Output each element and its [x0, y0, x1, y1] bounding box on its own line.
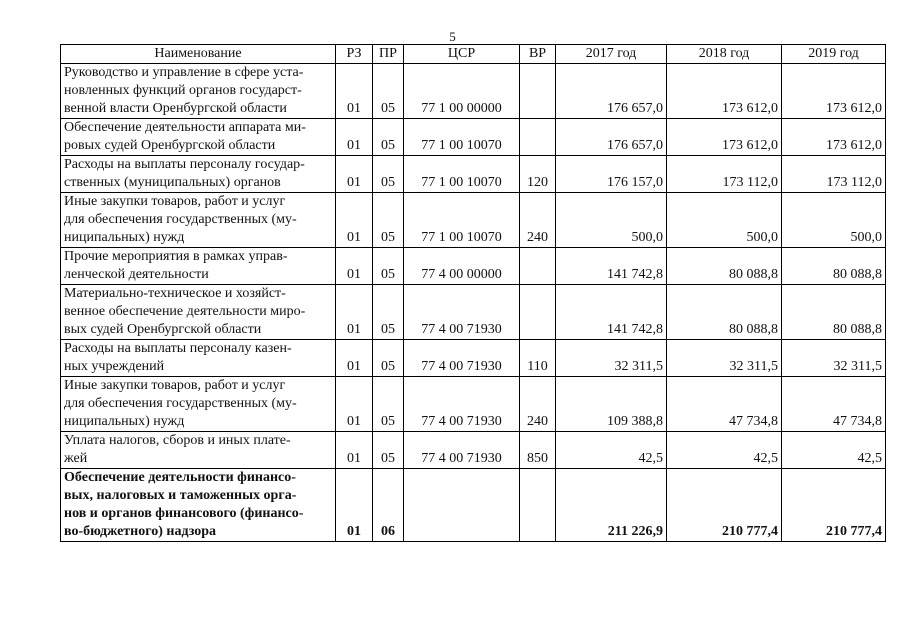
cell-y2018: 42,5: [667, 432, 782, 469]
table-row: [61, 64, 886, 119]
cell-rz: 01: [336, 432, 373, 469]
cell-vr: [520, 64, 556, 119]
cell-name-line: Обеспечение деятельности аппарата ми-: [64, 120, 306, 135]
cell-rz: 01: [336, 340, 373, 377]
cell-pr: 05: [373, 248, 404, 285]
cell-csr: 77 4 00 00000: [404, 248, 520, 285]
cell-rz: 01: [336, 119, 373, 156]
table-header-row: [61, 45, 886, 64]
header-csr: ЦСР: [404, 45, 520, 64]
header-2018: 2018 год: [667, 45, 782, 64]
cell-csr: 77 1 00 10070: [404, 119, 520, 156]
header-name: Наименование: [61, 45, 336, 64]
cell-y2019: 173 612,0: [782, 119, 886, 156]
cell-y2017: 141 742,8: [556, 285, 667, 340]
cell-vr: 110: [520, 340, 556, 377]
cell-rz: 01: [336, 248, 373, 285]
cell-y2018: 173 612,0: [667, 64, 782, 119]
cell-name-line: во-бюджетного) надзора: [64, 524, 217, 539]
cell-name-line: Материально-техническое и хозяйст-: [64, 286, 286, 301]
cell-name-line: Обеспечение деятельности финансо-: [64, 470, 296, 485]
cell-y2017: 141 742,8: [556, 248, 667, 285]
table-row: [61, 285, 886, 340]
cell-name: [61, 432, 336, 469]
cell-y2017: 176 657,0: [556, 64, 667, 119]
cell-y2019: 210 777,4: [782, 469, 886, 542]
cell-csr: 77 4 00 71930: [404, 340, 520, 377]
table-row: [61, 193, 886, 248]
cell-name-line: для обеспечения государственных (му-: [64, 212, 297, 227]
cell-csr: 77 4 00 71930: [404, 285, 520, 340]
cell-name-line: ровых судей Оренбургской области: [64, 138, 276, 153]
header-2019: 2019 год: [782, 45, 886, 64]
cell-name-line: ственных (муниципальных) органов: [64, 175, 281, 190]
cell-csr: 77 4 00 71930: [404, 377, 520, 432]
cell-rz: 01: [336, 377, 373, 432]
cell-csr: 77 1 00 10070: [404, 156, 520, 193]
table-row: [61, 156, 886, 193]
cell-y2019: 500,0: [782, 193, 886, 248]
cell-name-line: вых судей Оренбургской области: [64, 322, 262, 337]
cell-name-line: Прочие мероприятия в рамках управ-: [64, 249, 288, 264]
cell-name-line: Расходы на выплаты персоналу казен-: [64, 341, 292, 356]
cell-name: [61, 340, 336, 377]
cell-pr: 05: [373, 64, 404, 119]
cell-name: [61, 193, 336, 248]
cell-name: [61, 248, 336, 285]
cell-pr: 06: [373, 469, 404, 542]
cell-y2019: 173 612,0: [782, 64, 886, 119]
cell-rz: 01: [336, 469, 373, 542]
cell-name-line: венное обеспечение деятельности миро-: [64, 304, 306, 319]
cell-csr: [404, 469, 520, 542]
cell-y2018: 500,0: [667, 193, 782, 248]
cell-name-line: для обеспечения государственных (му-: [64, 396, 297, 411]
cell-name-line: ниципальных) нужд: [64, 230, 185, 245]
cell-vr: [520, 285, 556, 340]
cell-pr: 05: [373, 432, 404, 469]
cell-vr: [520, 248, 556, 285]
cell-name: [61, 64, 336, 119]
cell-csr: 77 1 00 10070: [404, 193, 520, 248]
cell-vr: 120: [520, 156, 556, 193]
page-number: 5: [449, 29, 456, 44]
cell-name-line: ниципальных) нужд: [64, 414, 185, 429]
cell-y2017: 42,5: [556, 432, 667, 469]
cell-y2019: 32 311,5: [782, 340, 886, 377]
header-2017: 2017 год: [556, 45, 667, 64]
cell-name-line: Расходы на выплаты персоналу государ-: [64, 157, 305, 172]
cell-name-line: вых, налоговых и таможенных орга-: [64, 488, 297, 503]
table-row: [61, 119, 886, 156]
cell-name-line: Иные закупки товаров, работ и услуг: [64, 194, 286, 209]
cell-rz: 01: [336, 285, 373, 340]
cell-y2017: 211 226,9: [556, 469, 667, 542]
table-row: [61, 469, 886, 542]
cell-pr: 05: [373, 377, 404, 432]
cell-y2018: 173 112,0: [667, 156, 782, 193]
cell-y2018: 210 777,4: [667, 469, 782, 542]
cell-csr: 77 4 00 71930: [404, 432, 520, 469]
cell-y2017: 109 388,8: [556, 377, 667, 432]
cell-y2019: 173 112,0: [782, 156, 886, 193]
budget-table: [60, 44, 886, 542]
cell-vr: 850: [520, 432, 556, 469]
cell-y2019: 42,5: [782, 432, 886, 469]
cell-pr: 05: [373, 193, 404, 248]
cell-name-line: венной власти Оренбургской области: [64, 101, 287, 116]
cell-name: [61, 119, 336, 156]
cell-y2018: 80 088,8: [667, 285, 782, 340]
cell-rz: 01: [336, 156, 373, 193]
cell-name-line: ленческой деятельности: [64, 267, 209, 282]
cell-name: [61, 377, 336, 432]
table-row: [61, 377, 886, 432]
cell-y2017: 176 157,0: [556, 156, 667, 193]
cell-name-line: жей: [64, 451, 88, 466]
cell-csr: 77 1 00 00000: [404, 64, 520, 119]
cell-rz: 01: [336, 193, 373, 248]
cell-vr: 240: [520, 377, 556, 432]
cell-vr: [520, 119, 556, 156]
cell-name-line: новленных функций органов государст-: [64, 83, 302, 98]
cell-name: [61, 285, 336, 340]
cell-y2017: 500,0: [556, 193, 667, 248]
cell-pr: 05: [373, 340, 404, 377]
table-row: [61, 248, 886, 285]
cell-y2018: 173 612,0: [667, 119, 782, 156]
cell-name-line: Уплата налогов, сборов и иных плате-: [64, 433, 291, 448]
table-row: [61, 340, 886, 377]
cell-pr: 05: [373, 119, 404, 156]
table-row: [61, 432, 886, 469]
cell-name-line: Иные закупки товаров, работ и услуг: [64, 378, 286, 393]
cell-y2018: 32 311,5: [667, 340, 782, 377]
cell-pr: 05: [373, 156, 404, 193]
header-vr: ВР: [520, 45, 556, 64]
header-rz: РЗ: [336, 45, 373, 64]
cell-y2018: 47 734,8: [667, 377, 782, 432]
cell-pr: 05: [373, 285, 404, 340]
cell-name: [61, 156, 336, 193]
table-body: [61, 64, 886, 542]
cell-vr: [520, 469, 556, 542]
cell-rz: 01: [336, 64, 373, 119]
cell-name-line: нов и органов финансового (финансо-: [64, 506, 304, 521]
cell-vr: 240: [520, 193, 556, 248]
cell-y2018: 80 088,8: [667, 248, 782, 285]
cell-y2019: 80 088,8: [782, 248, 886, 285]
cell-y2017: 32 311,5: [556, 340, 667, 377]
cell-y2019: 80 088,8: [782, 285, 886, 340]
cell-name-line: ных учреждений: [64, 359, 165, 374]
cell-name-line: Руководство и управление в сфере уста-: [64, 65, 304, 80]
header-pr: ПР: [373, 45, 404, 64]
cell-name: [61, 469, 336, 542]
cell-y2019: 47 734,8: [782, 377, 886, 432]
cell-y2017: 176 657,0: [556, 119, 667, 156]
